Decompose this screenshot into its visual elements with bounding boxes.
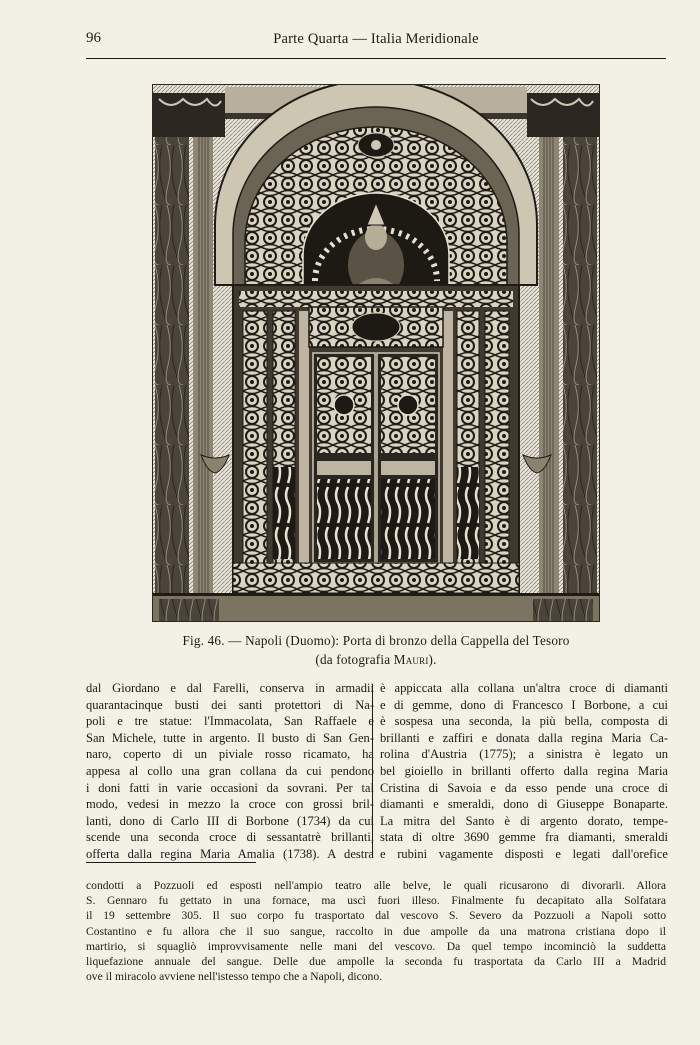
header-rule: [86, 58, 666, 59]
left-column-line: lanti, dono di Carlo III di Borbone (1734) da cui: [86, 813, 374, 828]
photographer-name: Mauri: [393, 652, 429, 667]
left-column-line: i doni fatti in varie occasioni da sovrani. Per tal: [86, 780, 374, 795]
footnote-rule: [86, 862, 256, 863]
right-column-line: e rubini vagamente disposti e legati dall'orefice: [380, 846, 668, 861]
right-column: [380, 680, 668, 863]
left-column: [86, 680, 374, 863]
right-column-line: brillanti e zaffiri e donata dalla regina Maria Ca-: [380, 730, 668, 745]
page-number: 96: [86, 30, 101, 46]
left-column-line: poli e tre statue: l'Immacolata, San Raffaele e: [86, 714, 374, 729]
left-column-line: scende una seconda croce di sessantatrè brillanti,: [86, 830, 374, 845]
left-column-line: naro, coperto di un piviale rosso ricamato, ha: [86, 747, 374, 762]
left-column-line: San Michele, tutte in argento. Il busto di San Gen-: [86, 730, 374, 745]
figure-caption: Fig. 46. — Napoli (Duomo): Porta di bronzo della Cappella del Tesoro: [182, 633, 570, 648]
footnote-line: martirio, si squagliò improvvisamente nelle mani del vescovo. Da quel tempo incominciò la suddetta: [86, 939, 666, 953]
right-column-line: stata di oltre 3690 gemme fra diamanti, smeraldi: [380, 830, 668, 845]
left-column-line: modo, vedesi in mezzo la croce con grossi bril-: [86, 797, 374, 812]
right-column-line: diamanti e smeraldi, dono di Giuseppe Bonaparte.: [380, 797, 668, 812]
caption-credit-prefix: (da fotografia: [315, 652, 394, 667]
right-column-line: rolina d'Austria (1775); a sinistra è legato un: [380, 747, 668, 762]
running-header: [86, 30, 666, 54]
footnote-line: S. Gennaro fu gettato in una fornace, ma uscì fuori illeso. Finalmente fu decapitato alla Solfatara: [86, 894, 666, 908]
footnote-line: liquefazione annuale del sangue. Delle due ampolle la seconda fu trasportata da Carlo III a Madrid: [86, 955, 666, 969]
right-column-line: e di gemme, dono di Francesco I Borbone, a cui: [380, 697, 668, 712]
column-divider: [372, 684, 373, 856]
left-column-line: appesa al collo una gran collana da cui pendono: [86, 763, 374, 778]
footnote-line: Costantino e fu allora che il suo sangue, raccolto in due ampolle da una matrona cristiana dopo il: [86, 924, 666, 938]
right-column-line: La mitra del Santo è di argento dorato, tempe-: [380, 813, 668, 828]
door-engraving: [153, 85, 599, 621]
figure-bronze-door: [152, 84, 600, 622]
left-column-line: quarantacinque busti dei santi protettori di Na-: [86, 697, 374, 712]
figure-caption-credit: [96, 652, 656, 668]
footnote-line: il 19 settembre 305. Il suo corpo fu trasportato dal vescovo S. Severo da Pozzuoli a Napoli sotto: [86, 909, 666, 923]
footnote-line: ove il miracolo avviene nell'istesso tempo che a Napoli, dicono.: [86, 970, 383, 984]
right-column-line: è appiccata alla collana un'altra croce di diamanti: [380, 681, 668, 695]
footnote-line: condotti a Pozzuoli ed esposti nell'ampio teatro alle belve, le quali ricusarono di divorarli. Allora: [86, 879, 666, 892]
right-column-line: è sospesa una seconda, la più bella, composta di: [380, 714, 668, 729]
running-title: Parte Quarta — Italia Meridionale: [273, 31, 479, 47]
left-column-line: offerta dalla regina Maria Amalia (1738). A destra: [86, 846, 374, 861]
footnote: [86, 878, 666, 984]
caption-credit-suffix: ).: [428, 652, 437, 667]
right-column-line: bel gioiello in brillanti offerto dalla regina Maria: [380, 763, 668, 778]
right-column-line: Cristina di Savoia e da esso pende una croce di: [380, 780, 668, 795]
left-column-line: dal Giordano e dal Farelli, conserva in armadii: [86, 681, 374, 695]
